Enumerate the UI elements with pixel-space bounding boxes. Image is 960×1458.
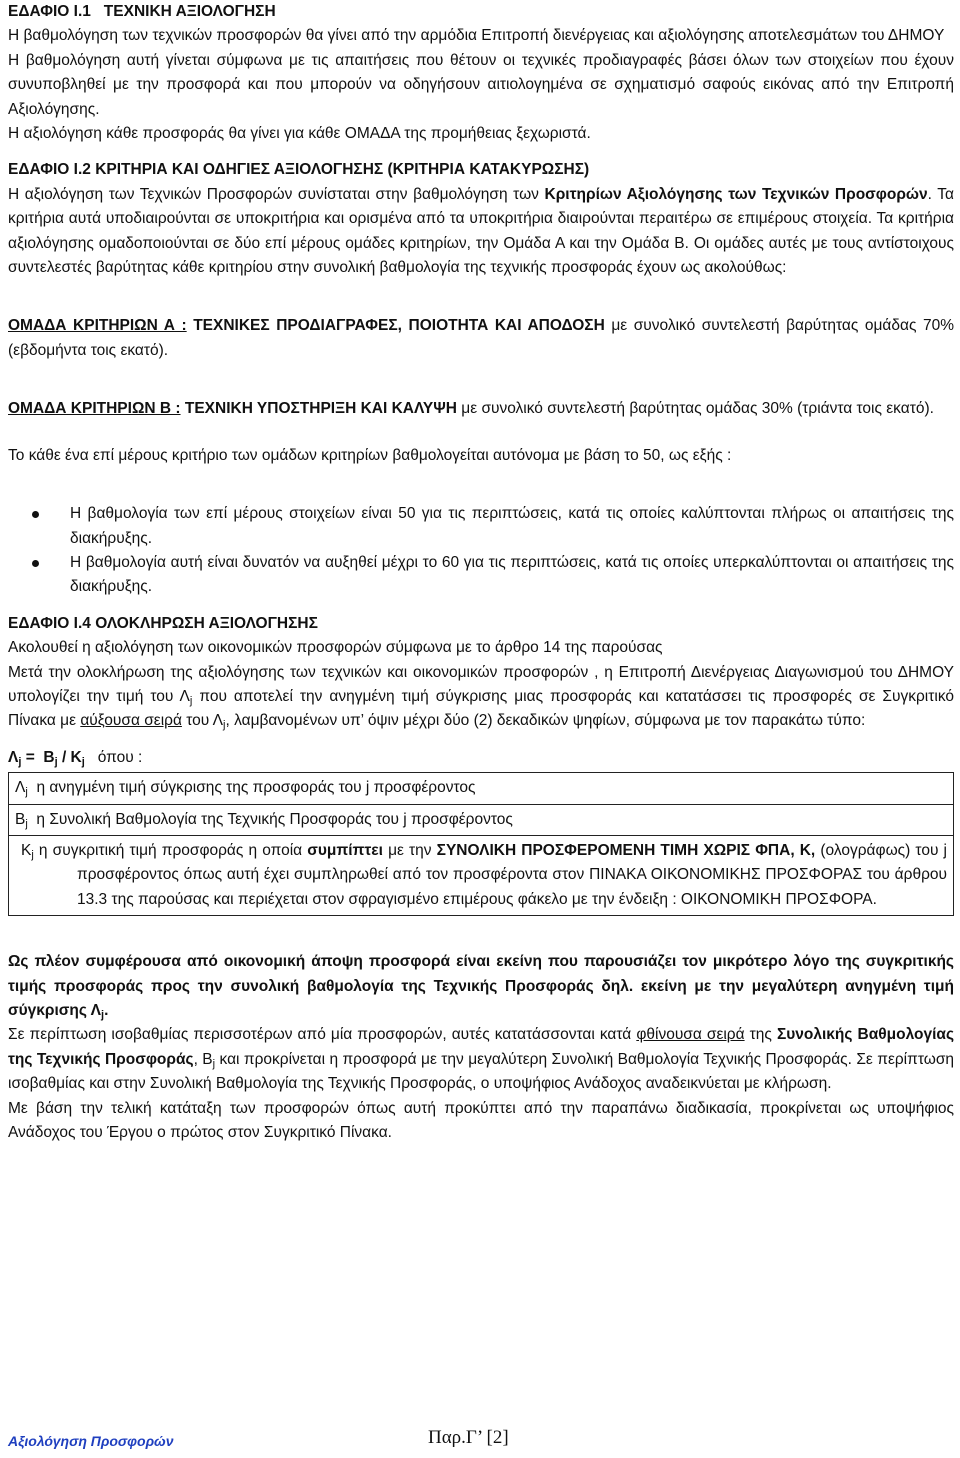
subscript: j xyxy=(18,755,22,768)
page-number: Παρ.Γ’ [2] xyxy=(428,1427,509,1448)
formula-symbol: / K xyxy=(57,748,82,766)
subscript: j xyxy=(81,755,85,768)
text-run: , λαμβανομένων υπ’ όψιν μέχρι δύο (2) δεκαδικών ψηφίων, σύμφωνα με τον παρακάτω τύπο: xyxy=(225,712,866,730)
text-run-bold: ΣΥΝΟΛΙΚΗ ΠΡΟΣΦΕΡΟΜΕΝΗ ΤΙΜΗ ΧΩΡΙΣ ΦΠΑ, Κ, xyxy=(436,841,816,859)
table-row xyxy=(9,835,954,915)
text-run: , B xyxy=(193,1050,213,1068)
table-cell xyxy=(9,773,954,804)
text-run: . Τα κριτήρια αυτά υποδιαιρούνται σε υποκριτήρια και ορισμένα από τα υποκριτήρια διαιρούνται περαιτέρω σε επιμέρους στοιχεία. Τα κριτήρια αξιολόγησης ομαδοποιούνται σε δύο επί μέρους ομάδες κριτηρίων, την Ομάδα Α και την Ομάδα Β. Οι ομάδες αυτές με τους αντίστοιχους συντελεστές βαρύτητας κάθε κριτηρίου στην συνολική βαθμολογία της τεχνικής προσφοράς έχουν ως ακολούθως: xyxy=(8,185,954,277)
paragraph: Η βαθμολόγηση αυτή γίνεται σύμφωνα με τις απαιτήσεις που θέτουν οι τεχνικές προδιαγραφές βάσει όλων των στοιχείων που έχουν συνυποβληθεί με την προσφορά και που μπορούν να οδηγήσουν αιτιολογημένα σε σχηματισμό σαφούς εικόνας από την Επιτροπή Αξιολόγησης. xyxy=(8,51,954,118)
page-footer xyxy=(8,1427,954,1453)
table-row xyxy=(9,804,954,835)
def-text: η Συνολική Βαθμολογία της Τεχνικής Προσφοράς του j προσφέροντος xyxy=(36,810,513,828)
text-run: του Λ xyxy=(181,712,224,730)
paragraph xyxy=(8,183,954,281)
bullet-icon xyxy=(32,511,39,518)
text-run: (ολογράφως) του j προσφέροντος όπως αυτή έχει συμπληρωθεί από τον προσφέροντα στον ΠΙΝΑΚΑ ΟΙΚΟΝΟΜΙΚΗΣ ΠΡΟΣΦΟΡΑΣ του άρθρου 13.3 της παρούσας και περιέχεται στον σφραγισμένο επιμέρους φάκελο με την ένδειξη : ΟΙΚΟΝΟΜΙΚΗ ΠΡΟΣΦΟΡΑ. xyxy=(77,841,947,908)
formula-text: όπου : xyxy=(84,748,143,766)
formula-symbol: = B xyxy=(21,748,55,766)
text-run-bold: Κριτηρίων Αξιολόγησης των Τεχνικών Προσφορών xyxy=(544,185,928,203)
text-run-underlined: φθίνουσα σειρά xyxy=(636,1026,745,1044)
formula xyxy=(8,746,954,770)
group-b-weight: με συνολικό συντελεστή βαρύτητας ομάδας 30% (τριάντα τοις εκατό). xyxy=(456,400,934,418)
final-paragraph: Με βάση την τελική κατάταξη των προσφορών όπως αυτή προκύπτει από την παραπάνω διαδικασία, προκρίνεται ως υποψήφιος Ανάδοχος του Έργου ο πρώτος στον Συγκριτικό Πίνακα. xyxy=(8,1099,954,1142)
footer-title: Αξιολόγηση Προσφορών xyxy=(8,1433,174,1449)
table-cell xyxy=(9,804,954,835)
bullet-icon xyxy=(32,560,39,567)
table-cell xyxy=(9,835,954,915)
text-run: και προκρίνεται η προσφορά με την μεγαλύτερη Συνολική Βαθμολογία Τεχνικής Προσφοράς. Σε περίπτωση ισοβαθμίας και στην Συνολική Βαθμολογία της Τεχνικής Προσφοράς, ο υποψήφιος Ανάδοχος αναδεικνύεται με κλήρωση. xyxy=(8,1050,955,1093)
tie-paragraph xyxy=(8,1023,954,1096)
text-run: η συγκριτική τιμή προσφοράς η οποία xyxy=(33,841,308,859)
section-heading-1: ΕΔΑΦΙΟ Ι.1 ΤΕΧΝΙΚΗ ΑΞΙΟΛΟΓΗΣΗ xyxy=(8,3,276,20)
group-a-paragraph xyxy=(8,314,954,363)
section-heading-4: ΕΔΑΦΙΟ Ι.4 ΟΛΟΚΛΗΡΩΣΗ ΑΞΙΟΛΟΓΗΣΗΣ xyxy=(8,614,318,632)
group-a-title: ΤΕΧΝΙΚΕΣ ΠΡΟΔΙΑΓΡΑΦΕΣ, ΠΟΙΟΤΗΤΑ ΚΑΙ ΑΠΟΔΟΣΗ xyxy=(186,317,605,335)
text-run-underlined: αύξουσα σειρά xyxy=(80,712,182,730)
list-item xyxy=(8,502,954,551)
def-symbol: K xyxy=(21,841,32,859)
text-run-bold: Συνολικής Βαθμολογίας της Τεχνικής Προσφοράς xyxy=(8,1026,954,1068)
def-symbol: $\Lambda_j$ xyxy=(15,779,28,799)
document-page xyxy=(8,0,954,1145)
subscript: j xyxy=(54,755,58,768)
definitions-table xyxy=(8,772,954,916)
text-run-bold: συμπίπτει xyxy=(307,841,383,859)
list-item-text: Η βαθμολογία των επί μέρους στοιχείων είναι 50 για τις περιπτώσεις, κατά τις οποίες καλύπτονται πλήρως οι απαιτήσεις της διακήρυξης. xyxy=(70,505,954,547)
group-b-label: ΟΜΑΔΑ ΚΡΙΤΗΡΙΩΝ Β : xyxy=(8,400,181,418)
section-heading-2: ΕΔΑΦΙΟ Ι.2 ΚΡΙΤΗΡΙΑ ΚΑΙ ΟΔΗΓΙΕΣ ΑΞΙΟΛΟΓΗΣΗΣ (ΚΡΙΤΗΡΙΑ ΚΑΤΑΚΥΡΩΣΗΣ) xyxy=(8,161,590,179)
text-run: με την xyxy=(382,841,437,859)
def-symbol: $B_j$ xyxy=(15,810,28,830)
subscript: j xyxy=(212,1057,216,1070)
text-run: Σε περίπτωση ισοβαθμίας περισσοτέρων από μία προσφορών, αυτές κατατάσσονται κατά xyxy=(8,1026,637,1044)
group-b-paragraph xyxy=(8,397,954,421)
paragraph: Το κάθε ένα επί μέρους κριτήριο των ομάδων κριτηρίων βαθμολογείται αυτόνομα με βάση το 50, ως εξής : xyxy=(8,446,732,464)
def-text xyxy=(15,839,947,912)
group-b-title: ΤΕΧΝΙΚΗ ΥΠΟΣΤΗΡΙΞΗ ΚΑΙ ΚΑΛΥΨΗ xyxy=(180,400,457,418)
list-item xyxy=(8,551,954,600)
conclusion-paragraph xyxy=(8,950,954,1023)
text-run: Η αξιολόγηση των Τεχνικών Προσφορών συνίσταται στην βαθμολόγηση των xyxy=(8,185,545,203)
table-row xyxy=(9,773,954,804)
list-item-text: Η βαθμολογία αυτή είναι δυνατόν να αυξηθεί μέχρι το 60 για τις περιπτώσεις, κατά τις οποίες υπερκαλύπτονται οι απαιτήσεις της διακήρυξης. xyxy=(70,553,954,596)
group-a-label: ΟΜΑΔΑ ΚΡΙΤΗΡΙΩΝ Α : xyxy=(8,317,187,335)
paragraph xyxy=(8,661,954,734)
paragraph: Η βαθμολόγηση των τεχνικών προσφορών θα γίνει από την αρμόδια Επιτροπή διενέργειας και αξιολόγησης αποτελεσμάτων του ΔΗΜΟΥ xyxy=(8,27,945,45)
text-run: Μετά την ολοκλήρωση της αξιολόγησης των τεχνικών και οικονομικών προσφορών , η Επιτροπή Διενέργειας Διαγωνισμού του ΔΗΜΟΥ υπολογίζει την τιμή του Λ xyxy=(8,663,954,705)
group-a-weight: με συνολικό συντελεστή βαρύτητας ομάδας 70% (εβδομήντα τοις εκατό). xyxy=(8,317,954,359)
subscript: j xyxy=(189,694,193,707)
paragraph: Ακολουθεί η αξιολόγηση των οικονομικών προσφορών σύμφωνα με το άρθρο 14 της παρούσας xyxy=(8,639,663,657)
def-text: η ανηγμένη τιμή σύγκρισης της προσφοράς του j προσφέροντος xyxy=(36,779,476,797)
subscript: j xyxy=(223,719,226,732)
bullet-list xyxy=(8,502,954,600)
text-run: της xyxy=(744,1026,777,1044)
subscript: j xyxy=(31,848,34,861)
text-run: που αποτελεί την ανηγμένη τιμή σύγκρισης μιας προσφοράς και κατατάσσει τις προσφορές σε Συγκριτικό Πίνακα με xyxy=(8,687,954,730)
text-run-bold: . xyxy=(104,1002,109,1019)
paragraph: Η αξιολόγηση κάθε προσφοράς θα γίνει για κάθε ΟΜΑΔΑ της προμήθειας ξεχωριστά. xyxy=(8,125,591,143)
text-run-bold: Ως πλέον συμφέρουσα από οικονομική άποψη προσφορά είναι εκείνη που παρουσιάζει τον μικρότερο λόγο της συγκριτικής τιμής προσφοράς προς την συνολική βαθμολογία της Τεχνικής Προσφοράς δηλ. εκείνη με την μεγαλύτερη ανηγμένη τιμή σύγκρισης Λ xyxy=(8,953,954,1019)
subscript: j xyxy=(101,1009,105,1021)
formula-symbol: Λ xyxy=(8,748,19,766)
